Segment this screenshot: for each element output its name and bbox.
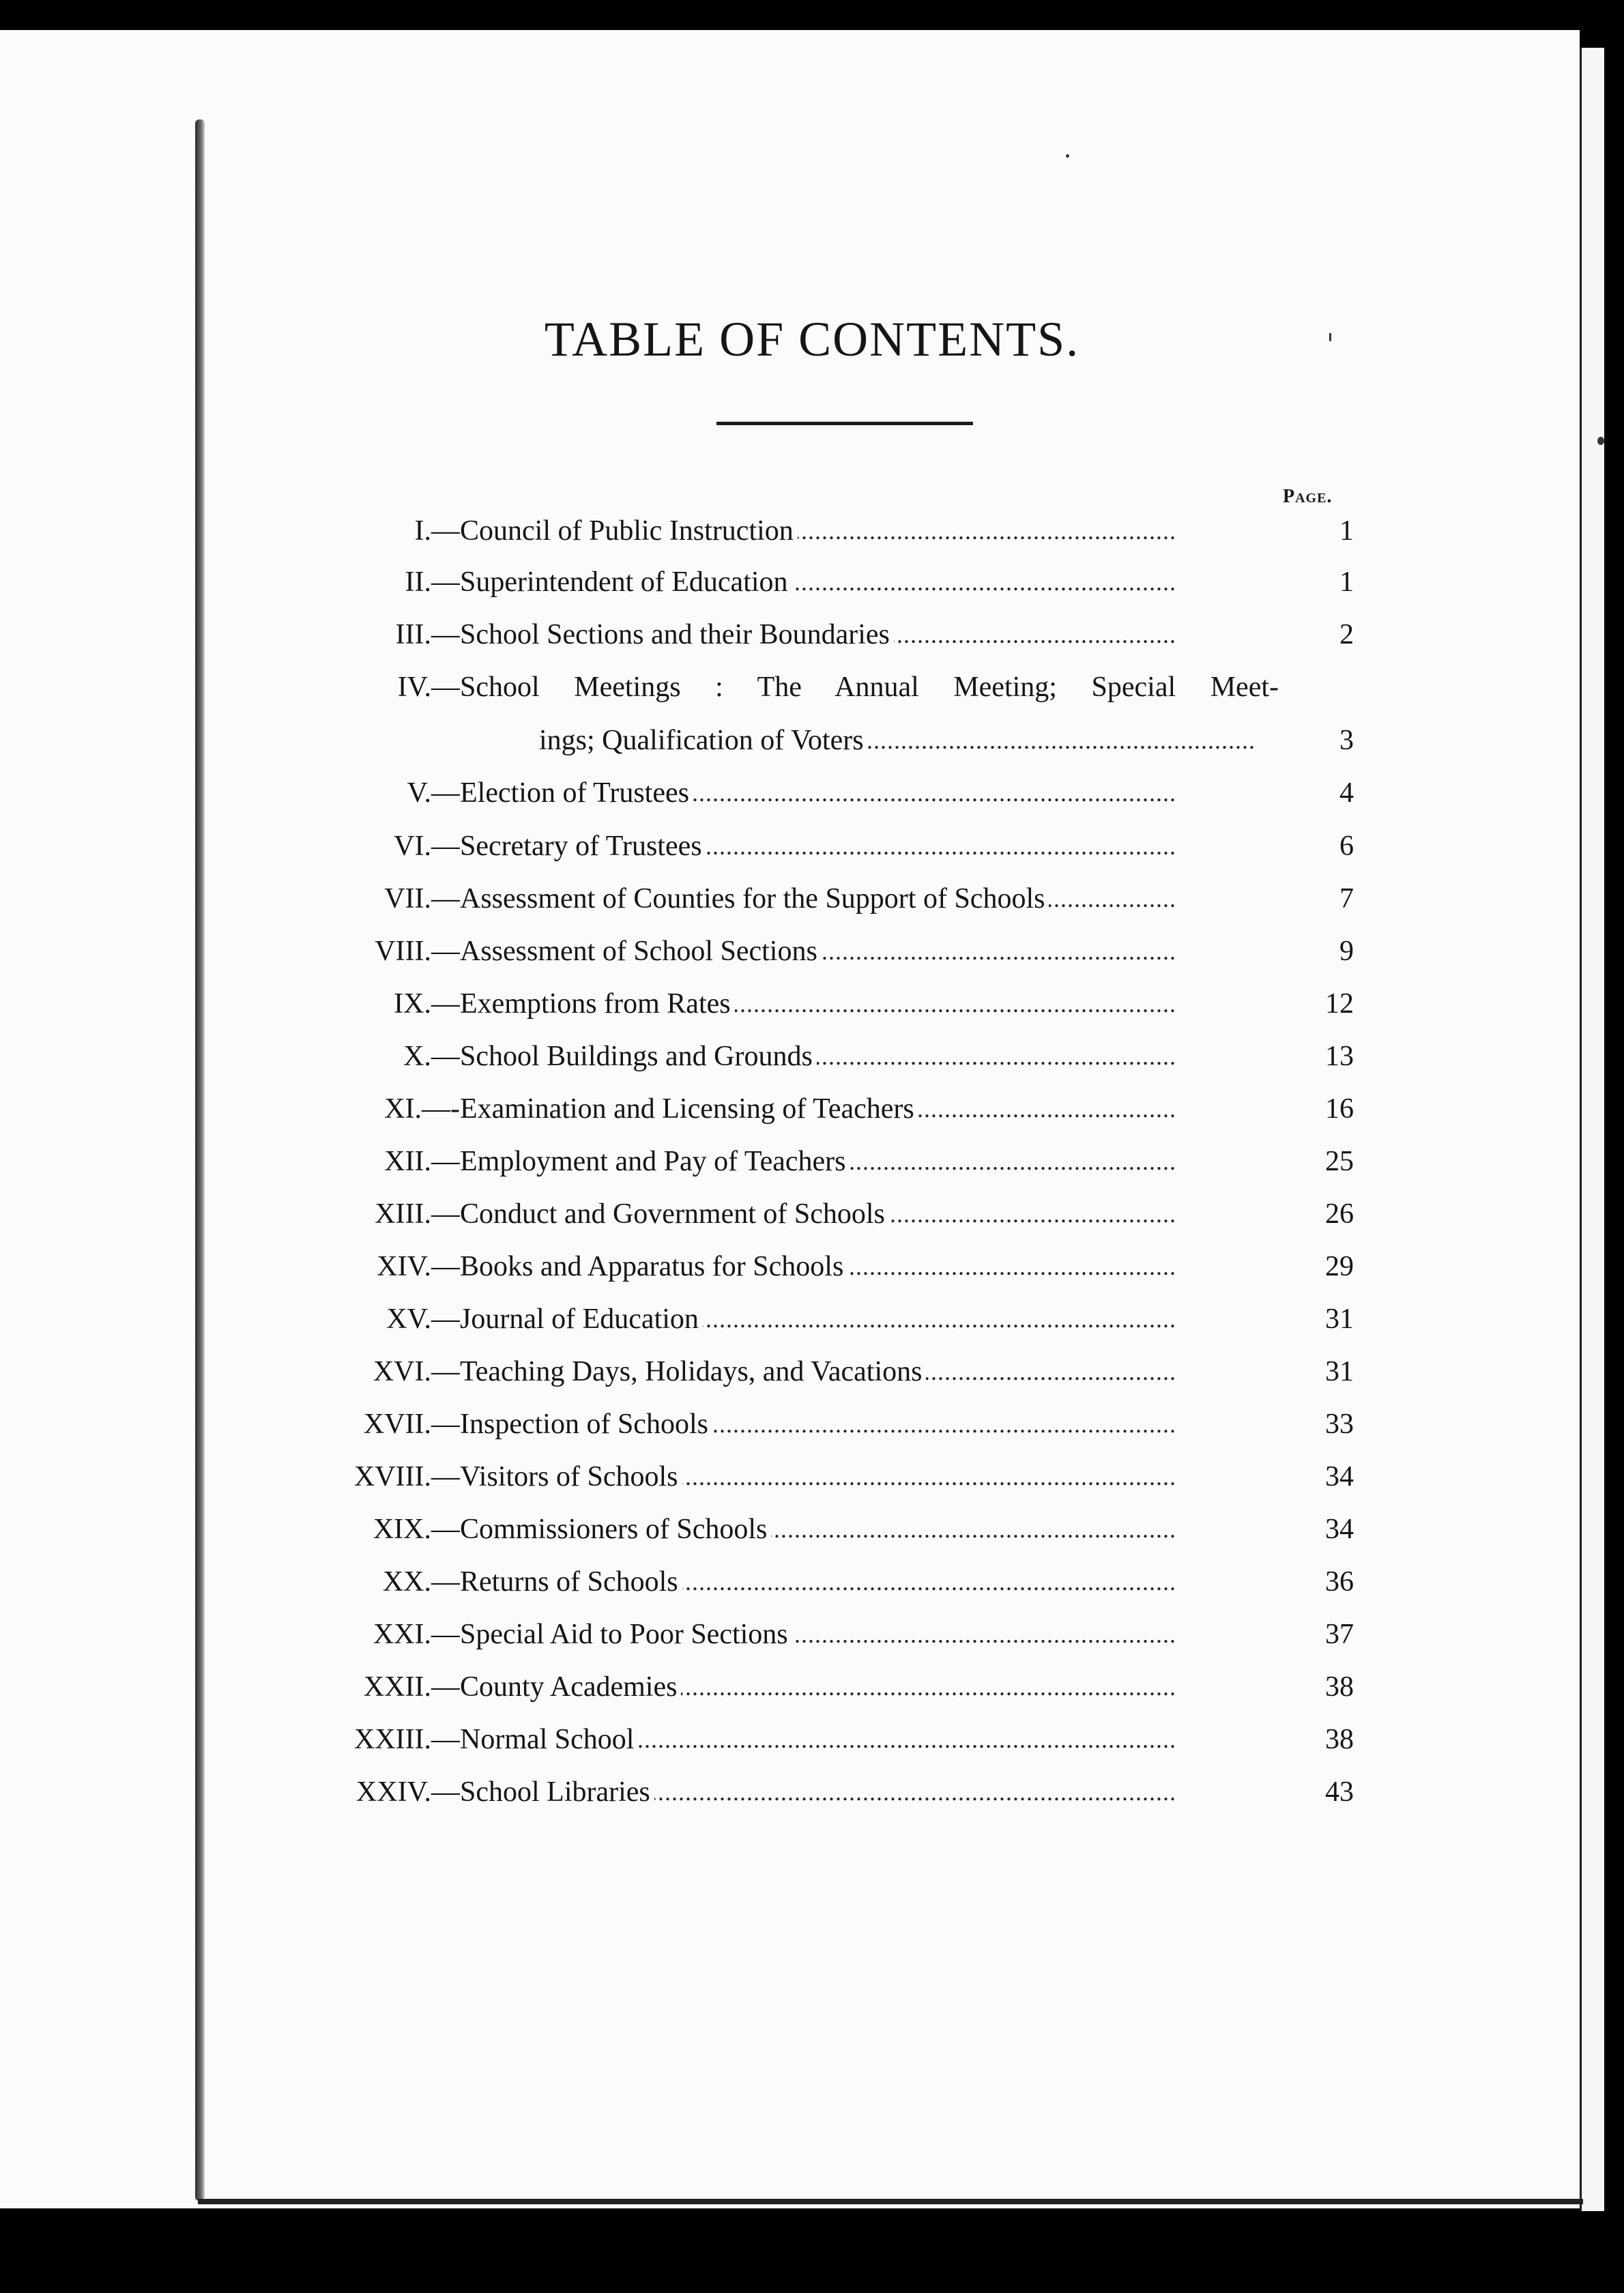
entry-title [460, 1351, 1284, 1392]
entry-title-text: Returns of Schools [460, 1566, 682, 1598]
entry-title [460, 667, 1284, 708]
entry-title-text: Teaching Days, Holidays, and Vacations [460, 1356, 926, 1387]
entry-title [539, 720, 1284, 761]
entry-title [460, 826, 1284, 867]
entry-title-text: Council of Public Instruction [460, 515, 798, 547]
toc-entry [0, 1509, 1624, 1550]
entry-numeral: II.— [405, 566, 460, 598]
entry-title [460, 1404, 1284, 1445]
entry-title-text: Superintendent of Education [460, 566, 792, 598]
entry-numeral: XXIII.— [353, 1724, 460, 1755]
entry-title [460, 1456, 1284, 1497]
entry-title [460, 510, 1284, 551]
entry-title-text: Special Aid to Poor Sections [460, 1619, 792, 1650]
entry-page-number: 33 [1325, 1409, 1354, 1440]
entry-numeral: XIX.— [373, 1514, 460, 1545]
toc-entry [0, 826, 1624, 867]
entry-page-number: 1 [1339, 515, 1354, 547]
entry-numeral: XII.— [384, 1146, 460, 1177]
entry-page-number: 7 [1339, 883, 1354, 914]
entry-title-text: Assessment of Counties for the Support of Schools [460, 883, 1049, 914]
toc-entry [0, 1088, 1624, 1129]
entry-numeral: XXII.— [363, 1671, 460, 1703]
entry-page-number: 43 [1325, 1776, 1354, 1808]
entry-numeral: XVII.— [363, 1409, 460, 1440]
entry-title [460, 1141, 1284, 1182]
entry-title [460, 1299, 1284, 1340]
entry-title-text: Visitors of Schools [460, 1461, 682, 1492]
entry-title [460, 1614, 1284, 1655]
entry-numeral: VII.— [384, 883, 460, 914]
entry-page-number: 37 [1325, 1619, 1354, 1650]
entry-title-text: ings; Qualification of Voters [539, 725, 868, 756]
entry-title [460, 983, 1284, 1024]
toc-entry [0, 878, 1624, 919]
entry-page-number: 29 [1325, 1251, 1354, 1282]
entry-title [460, 1088, 1284, 1129]
entry-title [460, 878, 1284, 919]
entry-page-number: 25 [1325, 1146, 1354, 1177]
toc-entry [0, 562, 1624, 603]
toc-entry [0, 1351, 1624, 1392]
entry-numeral: XXIV.— [356, 1776, 460, 1808]
entry-page-number: 12 [1325, 988, 1354, 1020]
entry-title-text: Examination and Licensing of Teachers [460, 1093, 918, 1125]
toc-entry [0, 614, 1624, 655]
entry-page-number: 31 [1325, 1356, 1354, 1387]
toc-entry [0, 1456, 1624, 1497]
entry-title-text: Employment and Pay of Teachers [460, 1146, 850, 1177]
page-column-header: Page. [1283, 486, 1333, 507]
entry-page-number: 3 [1339, 725, 1354, 756]
entry-numeral: XIII.— [375, 1198, 460, 1230]
entry-numeral: XX.— [382, 1566, 460, 1598]
entry-numeral: XVIII.— [353, 1461, 460, 1492]
entry-numeral: VIII.— [375, 936, 460, 967]
entry-title-text: School Meetings : The Annual Meeting; Special Meet- [460, 667, 1279, 708]
entry-title-text: Inspection of Schools [460, 1409, 712, 1440]
entry-title-text: County Academies [460, 1671, 681, 1703]
entry-page-number: 34 [1325, 1514, 1354, 1545]
entry-page-number: 36 [1325, 1566, 1354, 1598]
entry-page-number: 4 [1339, 777, 1354, 809]
entry-title-text: Election of Trustees [460, 777, 693, 809]
toc-entry [0, 1404, 1624, 1445]
entry-page-number: 6 [1339, 831, 1354, 862]
entry-numeral: IX.— [394, 988, 460, 1020]
entry-title-text: Commissioners of Schools [460, 1514, 771, 1545]
entry-title [460, 1719, 1284, 1760]
entry-title [460, 773, 1284, 813]
entry-page-number: 31 [1325, 1303, 1354, 1335]
entry-title [460, 1667, 1284, 1707]
entry-numeral: III.— [395, 619, 460, 650]
toc-entry [0, 1561, 1624, 1602]
entry-title [460, 562, 1284, 603]
entry-title [460, 1772, 1284, 1813]
entry-numeral: VI.— [394, 831, 460, 862]
toc-entry [0, 1299, 1624, 1340]
entry-title-text: Secretary of Trustees [460, 831, 706, 862]
entry-numeral: XV.— [386, 1303, 460, 1335]
toc-entry [0, 1772, 1624, 1813]
entry-title-text: Journal of Education [460, 1303, 703, 1335]
entry-title-text: School Libraries [460, 1776, 654, 1808]
entry-title-text: Assessment of School Sections [460, 936, 822, 967]
entry-title-text: Books and Apparatus for Schools [460, 1251, 847, 1282]
entry-page-number: 9 [1339, 936, 1354, 967]
entry-title-text: Normal School [460, 1724, 638, 1755]
entry-title-text: Exemptions from Rates [460, 988, 735, 1020]
entry-page-number: 1 [1339, 566, 1354, 598]
toc-entry [0, 1194, 1624, 1235]
entry-page-number: 34 [1325, 1461, 1354, 1492]
toc-entry [0, 931, 1624, 972]
toc-entry [0, 1036, 1624, 1077]
entry-title-text: School Sections and their Boundaries [460, 619, 894, 650]
toc-entry [0, 510, 1624, 551]
toc-entry [0, 1141, 1624, 1182]
entry-title [460, 1246, 1284, 1287]
toc-entry [0, 773, 1624, 813]
entry-title [460, 931, 1284, 972]
entry-page-number: 38 [1325, 1671, 1354, 1703]
entry-numeral: V.— [407, 777, 460, 809]
entry-page-number: 2 [1339, 619, 1354, 650]
toc-entry [0, 667, 1624, 708]
entry-title [460, 1509, 1284, 1550]
entry-title [460, 1561, 1284, 1602]
entry-page-number: 13 [1325, 1041, 1354, 1072]
entry-numeral: IV.— [397, 672, 460, 703]
toc-entry [0, 983, 1624, 1024]
toc-entry [0, 1719, 1624, 1760]
entry-numeral: XVI.— [373, 1356, 460, 1387]
entry-page-number: 26 [1325, 1198, 1354, 1230]
entry-numeral: X.— [403, 1041, 460, 1072]
toc-entry [0, 1614, 1624, 1655]
entry-numeral: XIV.— [377, 1251, 460, 1282]
entry-title [460, 1194, 1284, 1235]
entry-title [460, 614, 1284, 655]
page-title: TABLE OF CONTENTS. [544, 312, 1080, 366]
entry-title [460, 1036, 1284, 1077]
toc-entry [0, 720, 1624, 761]
entry-page-number: 38 [1325, 1724, 1354, 1755]
entry-numeral: XXI.— [373, 1619, 460, 1650]
entry-numeral: I.— [414, 515, 460, 547]
toc-entry [0, 1667, 1624, 1707]
entry-numeral: XI.—- [384, 1093, 460, 1125]
entry-page-number: 16 [1325, 1093, 1354, 1125]
entry-title-text: School Buildings and Grounds [460, 1041, 817, 1072]
entry-title-text: Conduct and Government of Schools [460, 1198, 889, 1230]
toc-entry [0, 1246, 1624, 1287]
